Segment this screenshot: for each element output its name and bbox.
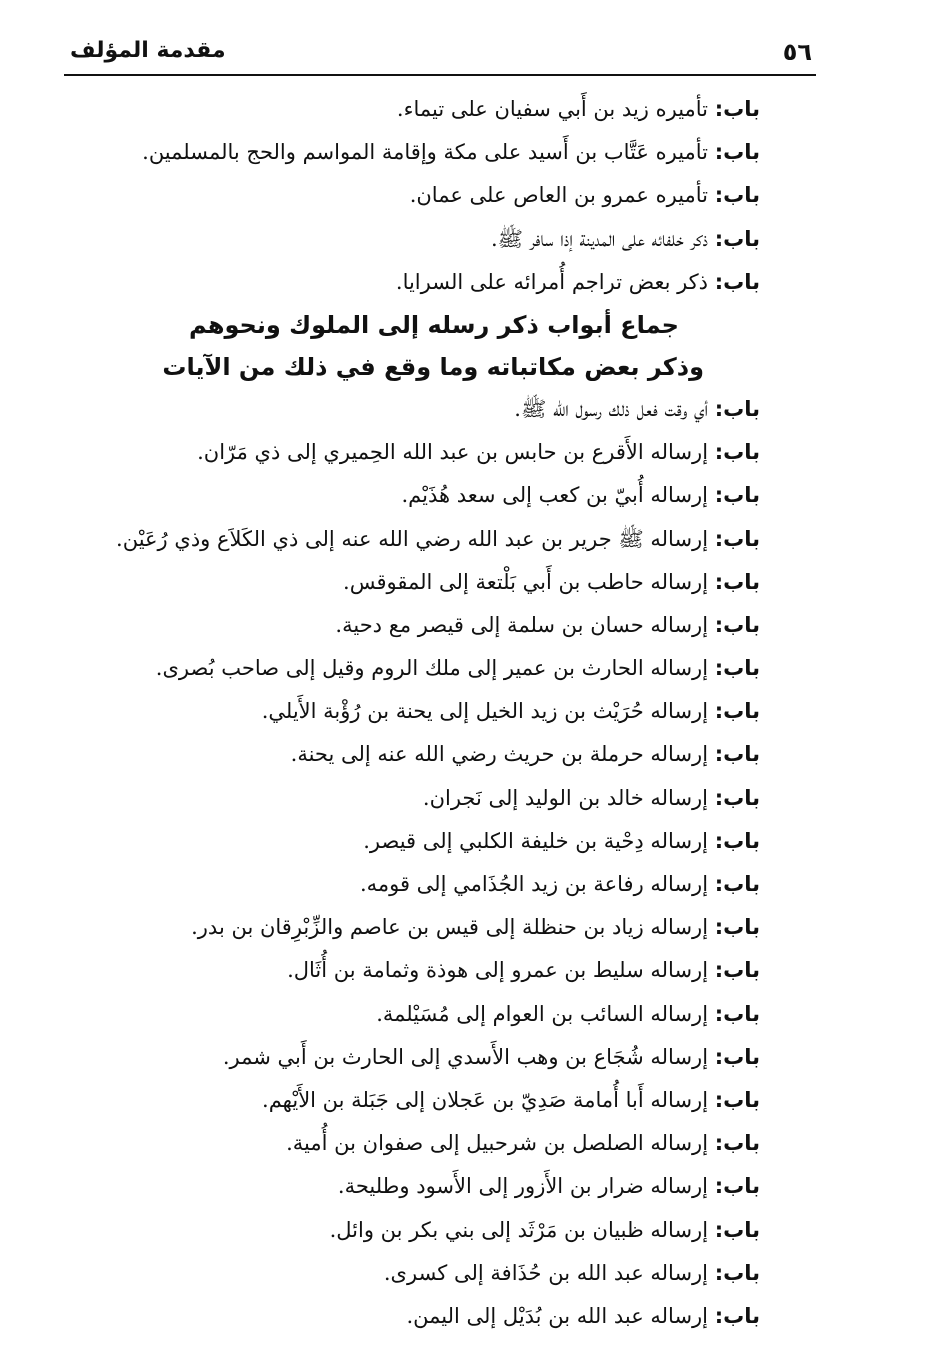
chapter-title: إرساله عبد الله بن بُدَيْل إلى اليمن. xyxy=(406,1303,709,1328)
chapter-entry xyxy=(100,993,760,1036)
chapter-entry xyxy=(100,561,760,604)
chapter-title: إرساله حاطب بن أَبي بَلْتعة إلى المقوقس. xyxy=(343,569,709,594)
chapter-entry xyxy=(100,518,760,561)
chapter-entry xyxy=(100,218,760,261)
chapter-title: ذكر بعض تراجم أُمرائه على السرايا. xyxy=(395,269,709,294)
chapter-entry xyxy=(100,949,760,992)
chapter-label: باب: xyxy=(714,526,760,551)
chapter-label: باب: xyxy=(714,140,760,165)
chapter-entry xyxy=(100,1252,760,1295)
chapter-entry xyxy=(100,690,760,733)
chapter-entry xyxy=(100,604,760,647)
chapter-label: باب: xyxy=(714,785,760,810)
entries-after xyxy=(100,388,760,1338)
chapter-label: باب: xyxy=(714,612,760,637)
chapter-label: باب: xyxy=(714,958,760,983)
chapter-label: باب: xyxy=(714,915,760,940)
page-number: ٥٦ xyxy=(782,38,812,66)
chapter-entry xyxy=(100,777,760,820)
chapter-label: باب: xyxy=(714,1174,760,1199)
chapter-title: تأميره عَتَّاب بن أَسيد على مكة وإقامة المواسم والحج بالمسلمين. xyxy=(142,140,709,165)
chapter-title: إرساله شُجَاع بن وهب الأَسدي إلى الحارث بن أَبي شمر. xyxy=(222,1044,709,1069)
chapter-entry xyxy=(100,863,760,906)
chapter-entry xyxy=(100,388,760,431)
chapter-label: باب: xyxy=(714,699,760,724)
chapter-label: باب: xyxy=(714,1131,760,1156)
chapter-title: ذكر خلفائه على المدينة إذا سافر ﷺ. xyxy=(490,226,709,251)
chapter-entry xyxy=(100,261,760,304)
chapter-entry xyxy=(100,431,760,474)
chapter-label: باب: xyxy=(714,1044,760,1069)
chapter-title: إرساله أَبا أُمامة صَدِيّ بن عَجلان إلى جَبَلة بن الأَيْهم. xyxy=(262,1087,709,1112)
chapter-title: إرساله ضرار بن الأَزور إلى الأَسود وطليحة. xyxy=(337,1174,709,1199)
chapter-entry xyxy=(100,820,760,863)
chapter-entry xyxy=(100,1209,760,1252)
chapter-title: إرساله ظبيان بن مَرْثَد إلى بني بكر بن وائل. xyxy=(329,1217,709,1242)
chapter-label: باب: xyxy=(714,1217,760,1242)
chapter-entry xyxy=(100,1036,760,1079)
chapter-title: إرساله عبد الله بن حُذَافة إلى كسرى. xyxy=(383,1260,709,1285)
chapter-label: باب: xyxy=(714,483,760,508)
chapter-title: أي وقت فعل ذلك رسول الله ﷺ. xyxy=(514,396,709,421)
chapter-title: إرساله الأَقرع بن حابس بن عبد الله الحِميري إلى ذي مَرّان. xyxy=(197,440,709,465)
section-title-line-2: وذكر بعض مكاتباته وما وقع في ذلك من الآيات xyxy=(162,352,704,381)
chapter-label: باب: xyxy=(714,1001,760,1026)
chapter-entry xyxy=(100,647,760,690)
chapter-label: باب: xyxy=(714,1087,760,1112)
chapter-title: إرساله السائب بن العوام إلى مُسَيْلمة. xyxy=(376,1001,709,1026)
chapter-entry xyxy=(100,906,760,949)
chapter-label: باب: xyxy=(714,226,760,251)
chapter-title: تأميره زيد بن أَبي سفيان على تيماء. xyxy=(396,97,709,121)
chapter-title: إرساله حُرَيْث بن زيد الخيل إلى يحنة بن رُؤْبة الأَيلي. xyxy=(261,699,709,724)
chapter-title: إرساله رفاعة بن زيد الجُذَامي إلى قومه. xyxy=(359,872,709,896)
chapter-label: باب: xyxy=(714,828,760,853)
chapter-label: باب: xyxy=(714,396,760,421)
chapter-title: إرساله أُبيّ بن كعب إلى سعد هُذَيْم. xyxy=(401,483,709,508)
chapter-entry xyxy=(100,1122,760,1165)
chapter-title: إرساله خالد بن الوليد إلى نَجران. xyxy=(422,785,709,810)
running-title: مقدمة المؤلف xyxy=(70,38,226,63)
chapter-title: إرساله سليط بن عمرو إلى هوذة وثمامة بن أُثَال. xyxy=(287,958,709,983)
chapter-label: باب: xyxy=(714,1260,760,1285)
chapter-entry xyxy=(100,1295,760,1338)
chapter-label: باب: xyxy=(714,656,760,681)
chapter-entry xyxy=(100,174,760,217)
chapter-title: إرساله زياد بن حنظلة إلى قيس بن عاصم والزِّبْرِقان بن بدر. xyxy=(191,915,709,940)
chapter-label: باب: xyxy=(714,569,760,594)
chapter-title: إرساله الحارث بن عمير إلى ملك الروم وقيل إلى صاحب بُصرى. xyxy=(155,656,709,681)
page-header xyxy=(64,34,816,76)
chapter-entry xyxy=(100,131,760,174)
chapter-entry xyxy=(100,733,760,776)
chapter-label: باب: xyxy=(714,97,760,121)
chapter-title: إرساله الصلصل بن شرحبيل إلى صفوان بن أُمية. xyxy=(286,1131,709,1156)
chapter-title: تأميره عمرو بن العاص على عمان. xyxy=(409,183,709,208)
chapter-title: إرساله ﷺ جرير بن عبد الله رضي الله عنه إلى ذي الكَلاَع وذي رُعَيْن. xyxy=(116,526,709,551)
entries-before xyxy=(100,88,760,304)
chapter-label: باب: xyxy=(714,742,760,767)
chapter-entry xyxy=(100,474,760,517)
chapter-list xyxy=(100,88,760,1338)
chapter-title: إرساله حسان بن سلمة إلى قيصر مع دحية. xyxy=(335,612,709,637)
chapter-label: باب: xyxy=(714,440,760,465)
chapter-title: إرساله حرملة بن حريث رضي الله عنه إلى يحنة. xyxy=(290,742,709,767)
chapter-label: باب: xyxy=(714,872,760,896)
chapter-label: باب: xyxy=(714,183,760,208)
chapter-entry xyxy=(100,88,760,131)
chapter-label: باب: xyxy=(714,269,760,294)
section-title-line-1: جماع أبواب ذكر رسله إلى الملوك ونحوهم xyxy=(189,310,679,339)
chapter-label: باب: xyxy=(714,1303,760,1328)
chapter-title: إرساله دِحْية بن خليفة الكلبي إلى قيصر. xyxy=(363,828,709,853)
chapter-entry xyxy=(100,1079,760,1122)
chapter-entry xyxy=(100,1165,760,1208)
